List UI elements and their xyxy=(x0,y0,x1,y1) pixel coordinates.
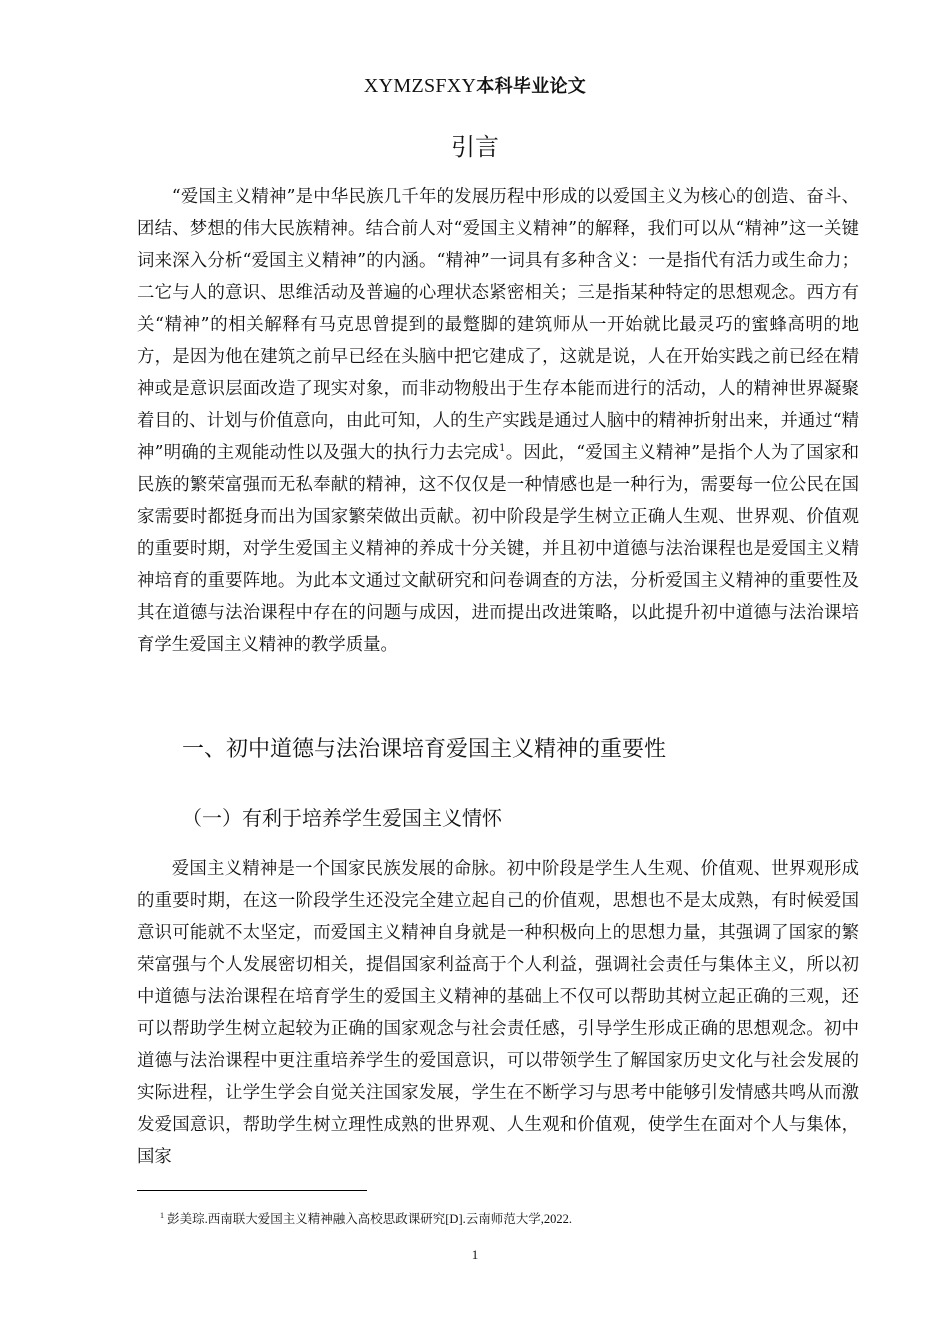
intro-paragraph xyxy=(137,181,859,661)
footnote-reference[interactable]: 1 xyxy=(499,443,506,455)
footnote-divider xyxy=(137,1190,367,1191)
running-header xyxy=(0,72,950,98)
intro-text-after-ref: 。因此，“爱国主义精神”是指个人为了国家和民族的繁荣富强而无私奉献的精神，这不仅仅是一种情感也是一种行为，需要每一位公民在国家需要时都挺身而出为国家繁荣做出贡献。初中阶段是学生树立正确人生观、世界观、价值观的重要时期，对学生爱国主义精神的养成十分关键，并且初中道德与法治课程也是爱国主义精神培育的重要阵地。为此本文通过文献研究和问卷调查的方法，分析爱国主义精神的重要性及其在道德与法治课程中存在的问题与成因，进而提出改进策略，以此提升初中道德与法治课培育学生爱国主义精神的教学质量。 xyxy=(137,443,859,655)
body-paragraph: 爱国主义精神是一个国家民族发展的命脉。初中阶段是学生人生观、价值观、世界观形成的重要时期，在这一阶段学生还没完全建立起自己的价值观，思想也不是太成熟，有时候爱国意识可能就不太坚定，而爱国主义精神自身就是一种积极向上的思想力量，其强调了国家的繁荣富强与个人发展密切相关，提倡国家利益高于个人利益，强调社会责任与集体主义，所以初中道德与法治课程在培育学生的爱国主义精神的基础上不仅可以帮助其树立起正确的三观，还可以帮助学生树立起较为正确的国家观念与社会责任感，引导学生形成正确的思想观念。初中道德与法治课程中更注重培养学生的爱国意识，可以带领学生了解国家历史文化与社会发展的实际进程，让学生学会自觉关注国家发展，学生在不断学习与思考中能够引发情感共鸣从而激发爱国意识，帮助学生树立理性成熟的世界观、人生观和价值观，使学生在面对个人与集体，国家 xyxy=(137,859,859,1167)
intro-text-before-ref: “爱国主义精神”是中华民族几千年的发展历程中形成的以爱国主义为核心的创造、奋斗、团结、梦想的伟大民族精神。结合前人对“爱国主义精神”的解释，我们可以从“精神”这一关键词来深入分析“爱国主义精神”的内涵。“精神”一词具有多种含义：一是指代有活力或生命力；二它与人的意识、思维活动及普遍的心理状态紧密相关；三是指某种特定的思想观念。西方有关“精神”的相关解释有马克思曾提到的最蹩脚的建筑师从一开始就比最灵巧的蜜蜂高明的地方，是因为他在建筑之前早已经在头脑中把它建成了，这就是说，人在开始实践之前已经在精神或是意识层面改造了现实对象，而非动物般出于生存本能而进行的活动，人的精神世界凝聚着目的、计划与价值意向，由此可知，人的生产实践是通过人脑中的精神折射出来，并通过“精神”明确的主观能动性以及强大的执行力去完成 xyxy=(137,187,859,463)
subsection-heading: （一）有利于培养学生爱国主义情怀 xyxy=(182,806,502,830)
footnote xyxy=(160,1209,572,1227)
footnote-text: 彭美琮.西南联大爱国主义精神融入高校思政课研究[D].云南师范大学,2022. xyxy=(167,1212,572,1226)
section-heading: 一、初中道德与法治课培育爱国主义精神的重要性 xyxy=(182,737,667,762)
footnote-mark: 1 xyxy=(160,1210,164,1220)
header-title: 本科毕业论文 xyxy=(476,76,587,97)
page-title: 引言 xyxy=(451,133,499,161)
header-code: XYMZSFXY xyxy=(363,75,477,97)
page-number: 1 xyxy=(471,1247,479,1262)
